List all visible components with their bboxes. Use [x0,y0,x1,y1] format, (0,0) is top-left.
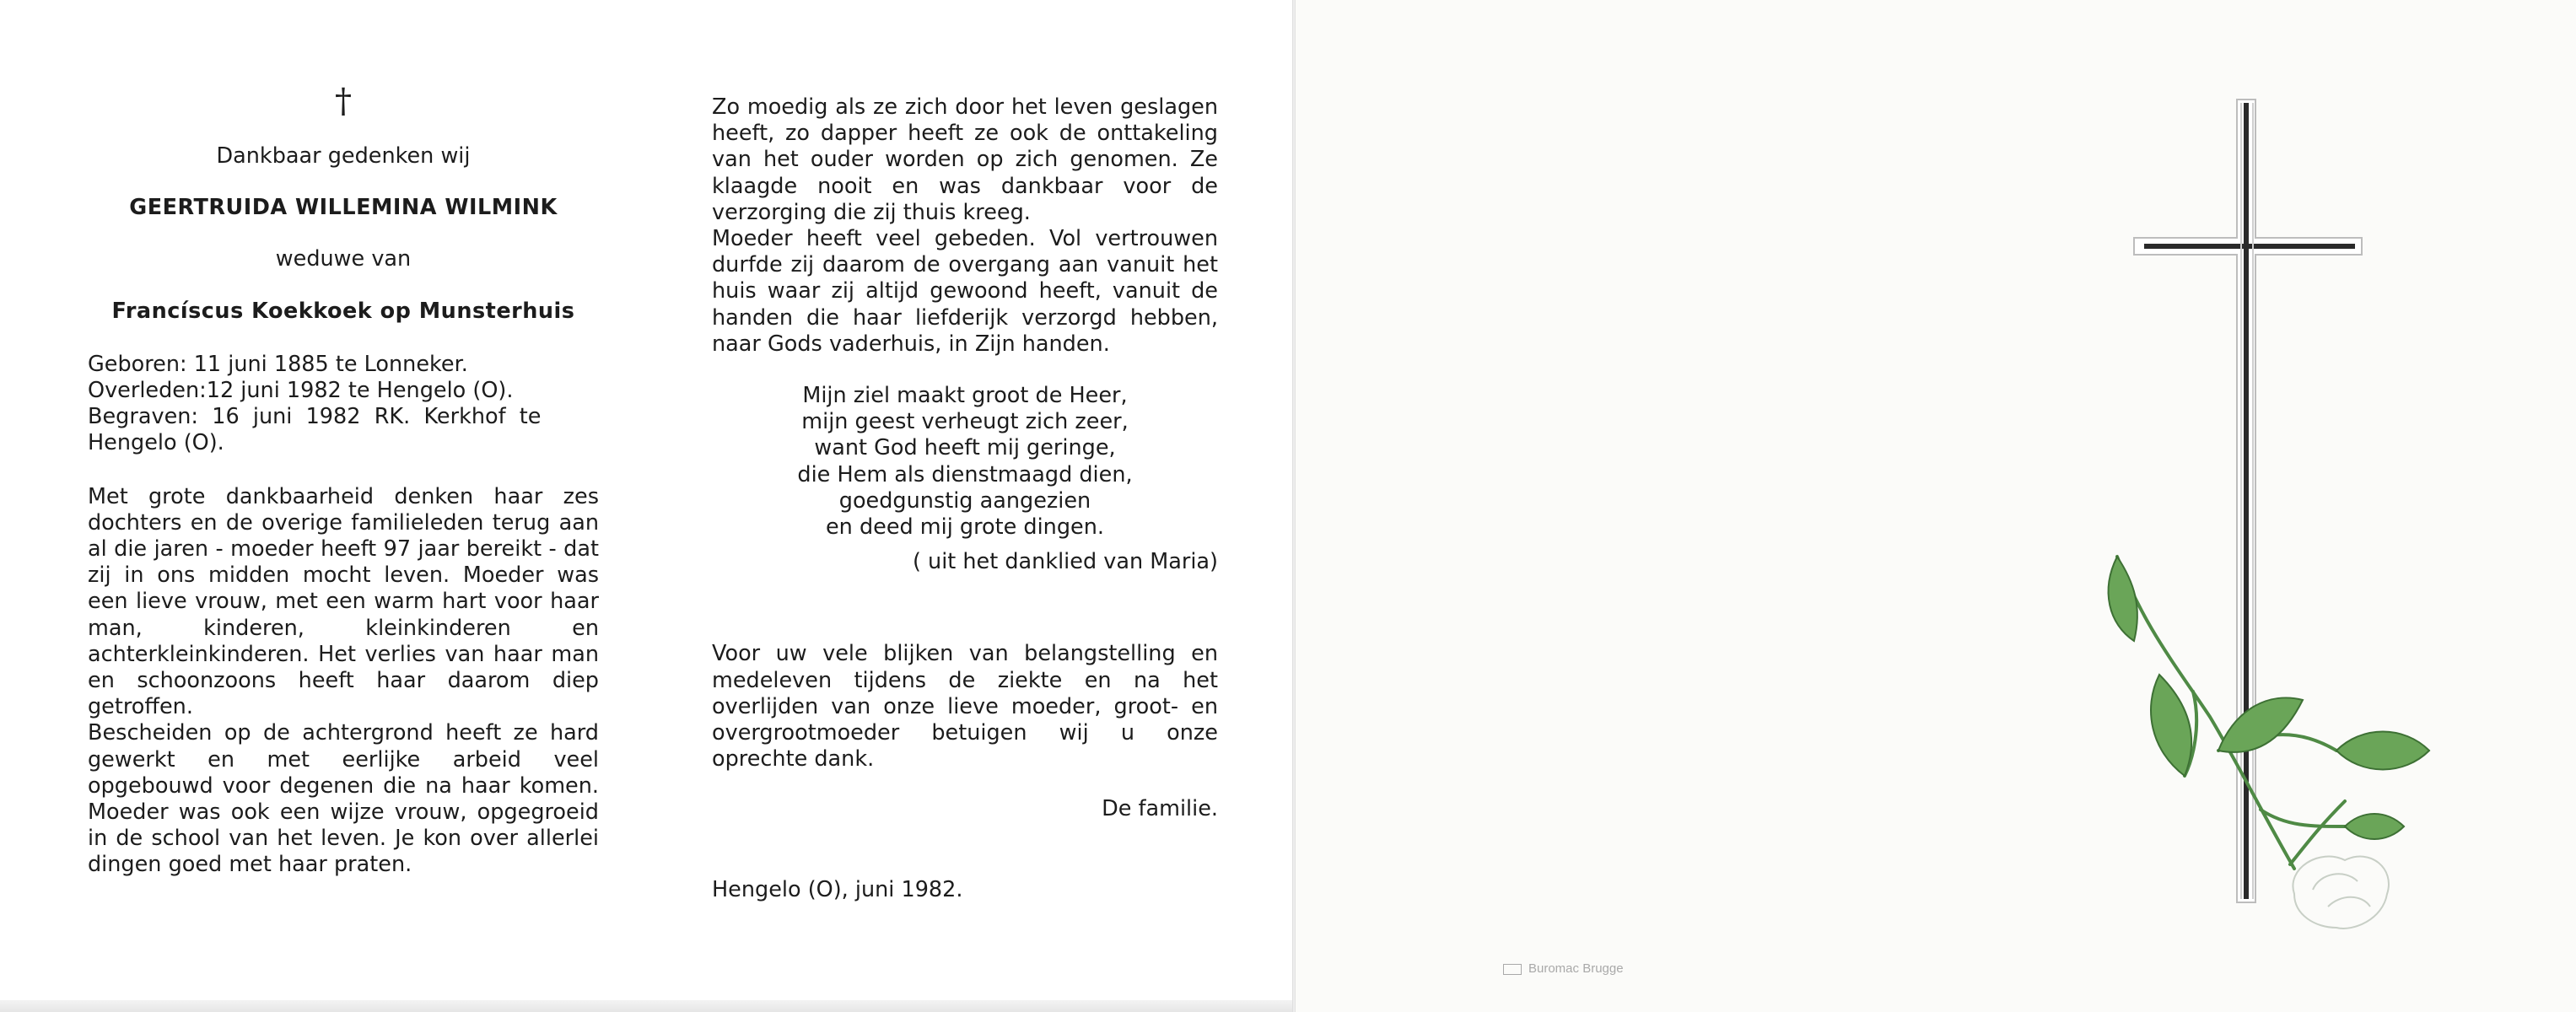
birth-line: Geboren: 11 juni 1885 te Lonneker. [88,351,468,377]
place-date: Hengelo (O), juni 1982. [712,876,963,902]
burial-line: Begraven: 16 juni 1982 RK. Kerkhof te [88,404,542,430]
deceased-name: GEERTRUIDA WILLEMINA WILMINK [129,195,558,221]
death-line: Overleden:12 juni 1982 te Hengelo (O). [88,378,514,404]
poem-line: want God heeft mij geringe, [814,435,1116,461]
thanks-paragraph: Voor uw vele blijken van belangstelling en medeleven tijdens de ziekte en na het overlijden van onze lieve moeder, groot- en overgrootmoeder betuigen wij u onze oprechte dank. [712,641,1218,772]
courage-paragraph: Zo moedig als ze zich door het leven geslagen heeft, zo dapper heeft ze ook de onttakeling van het ouder worden op zich genomen. Ze klaagde nooit en was dankbaar voor de verzorging die zij thuis kreeg. [712,94,1218,225]
life-dates [88,352,599,457]
tribute-paragraph-1: Met grote dankbaarheid denken haar zes dochters en de overige familieleden terug aan al die jaren - moeder heeft 97 jaar bereikt - dat zij in ons midden mocht leven. Moeder was een lieve vrouw, met een warm hart voor haar man, kinderen, kleinkinderen en achterkleinkinderen. Het verlies van haar man en schoonzoons heeft haar daarom diep getroffen. [88,483,599,720]
poem-line: en deed mij grote dingen. [825,514,1104,541]
poem-line: goedgunstig aangezien [838,487,1091,514]
rose-leaf-icon [2109,557,2429,839]
signature: De familie. [1102,796,1218,822]
left-page [0,0,1292,1005]
printer-name: Buromac Brugge [1528,961,1624,976]
poem-line: mijn geest verheugt zich zeer, [801,409,1129,435]
dagger-cross-icon: † [335,82,352,121]
relation-line: weduwe van [275,246,412,272]
poem-line: die Hem als dienstmaagd dien, [797,461,1133,487]
tribute-paragraph-2: Bescheiden op de achtergrond heeft ze hard gewerkt en met eerlijke arbeid veel opgebouwd voor degenen die na haar komen. Moeder was ook een wijze vrouw, opgegroeid in de school van het leven. Je kon over allerlei dingen goed met haar praten. [88,720,599,878]
printer-credit [1503,961,1624,976]
printer-logo-icon [1503,964,1522,975]
burial-line-continued: Hengelo (O). [88,430,224,456]
left-column [88,84,599,879]
poem-line: Mijn ziel maakt groot de Heer, [802,383,1128,409]
poem [712,383,1218,541]
middle-column [712,94,1218,903]
cross-with-rose-illustration [2092,84,2446,978]
card-bottom-edge [0,1000,1292,1012]
prayer-paragraph: Moeder heeft veel gebeden. Vol vertrouwen durfde zij daarom de overgang aan vanuit het huis waar zij altijd gewoond heeft, vanuit de handen die haar liefderijk verzorgd hebben, naar Gods vaderhuis, in Zijn handen. [712,226,1218,357]
rose-bloom-icon [2293,857,2389,929]
spouse-name: Francíscus Koekkoek op Munsterhuis [111,298,575,324]
poem-source: ( uit het danklied van Maria) [912,549,1218,575]
intro-line: Dankbaar gedenken wij [216,143,471,169]
